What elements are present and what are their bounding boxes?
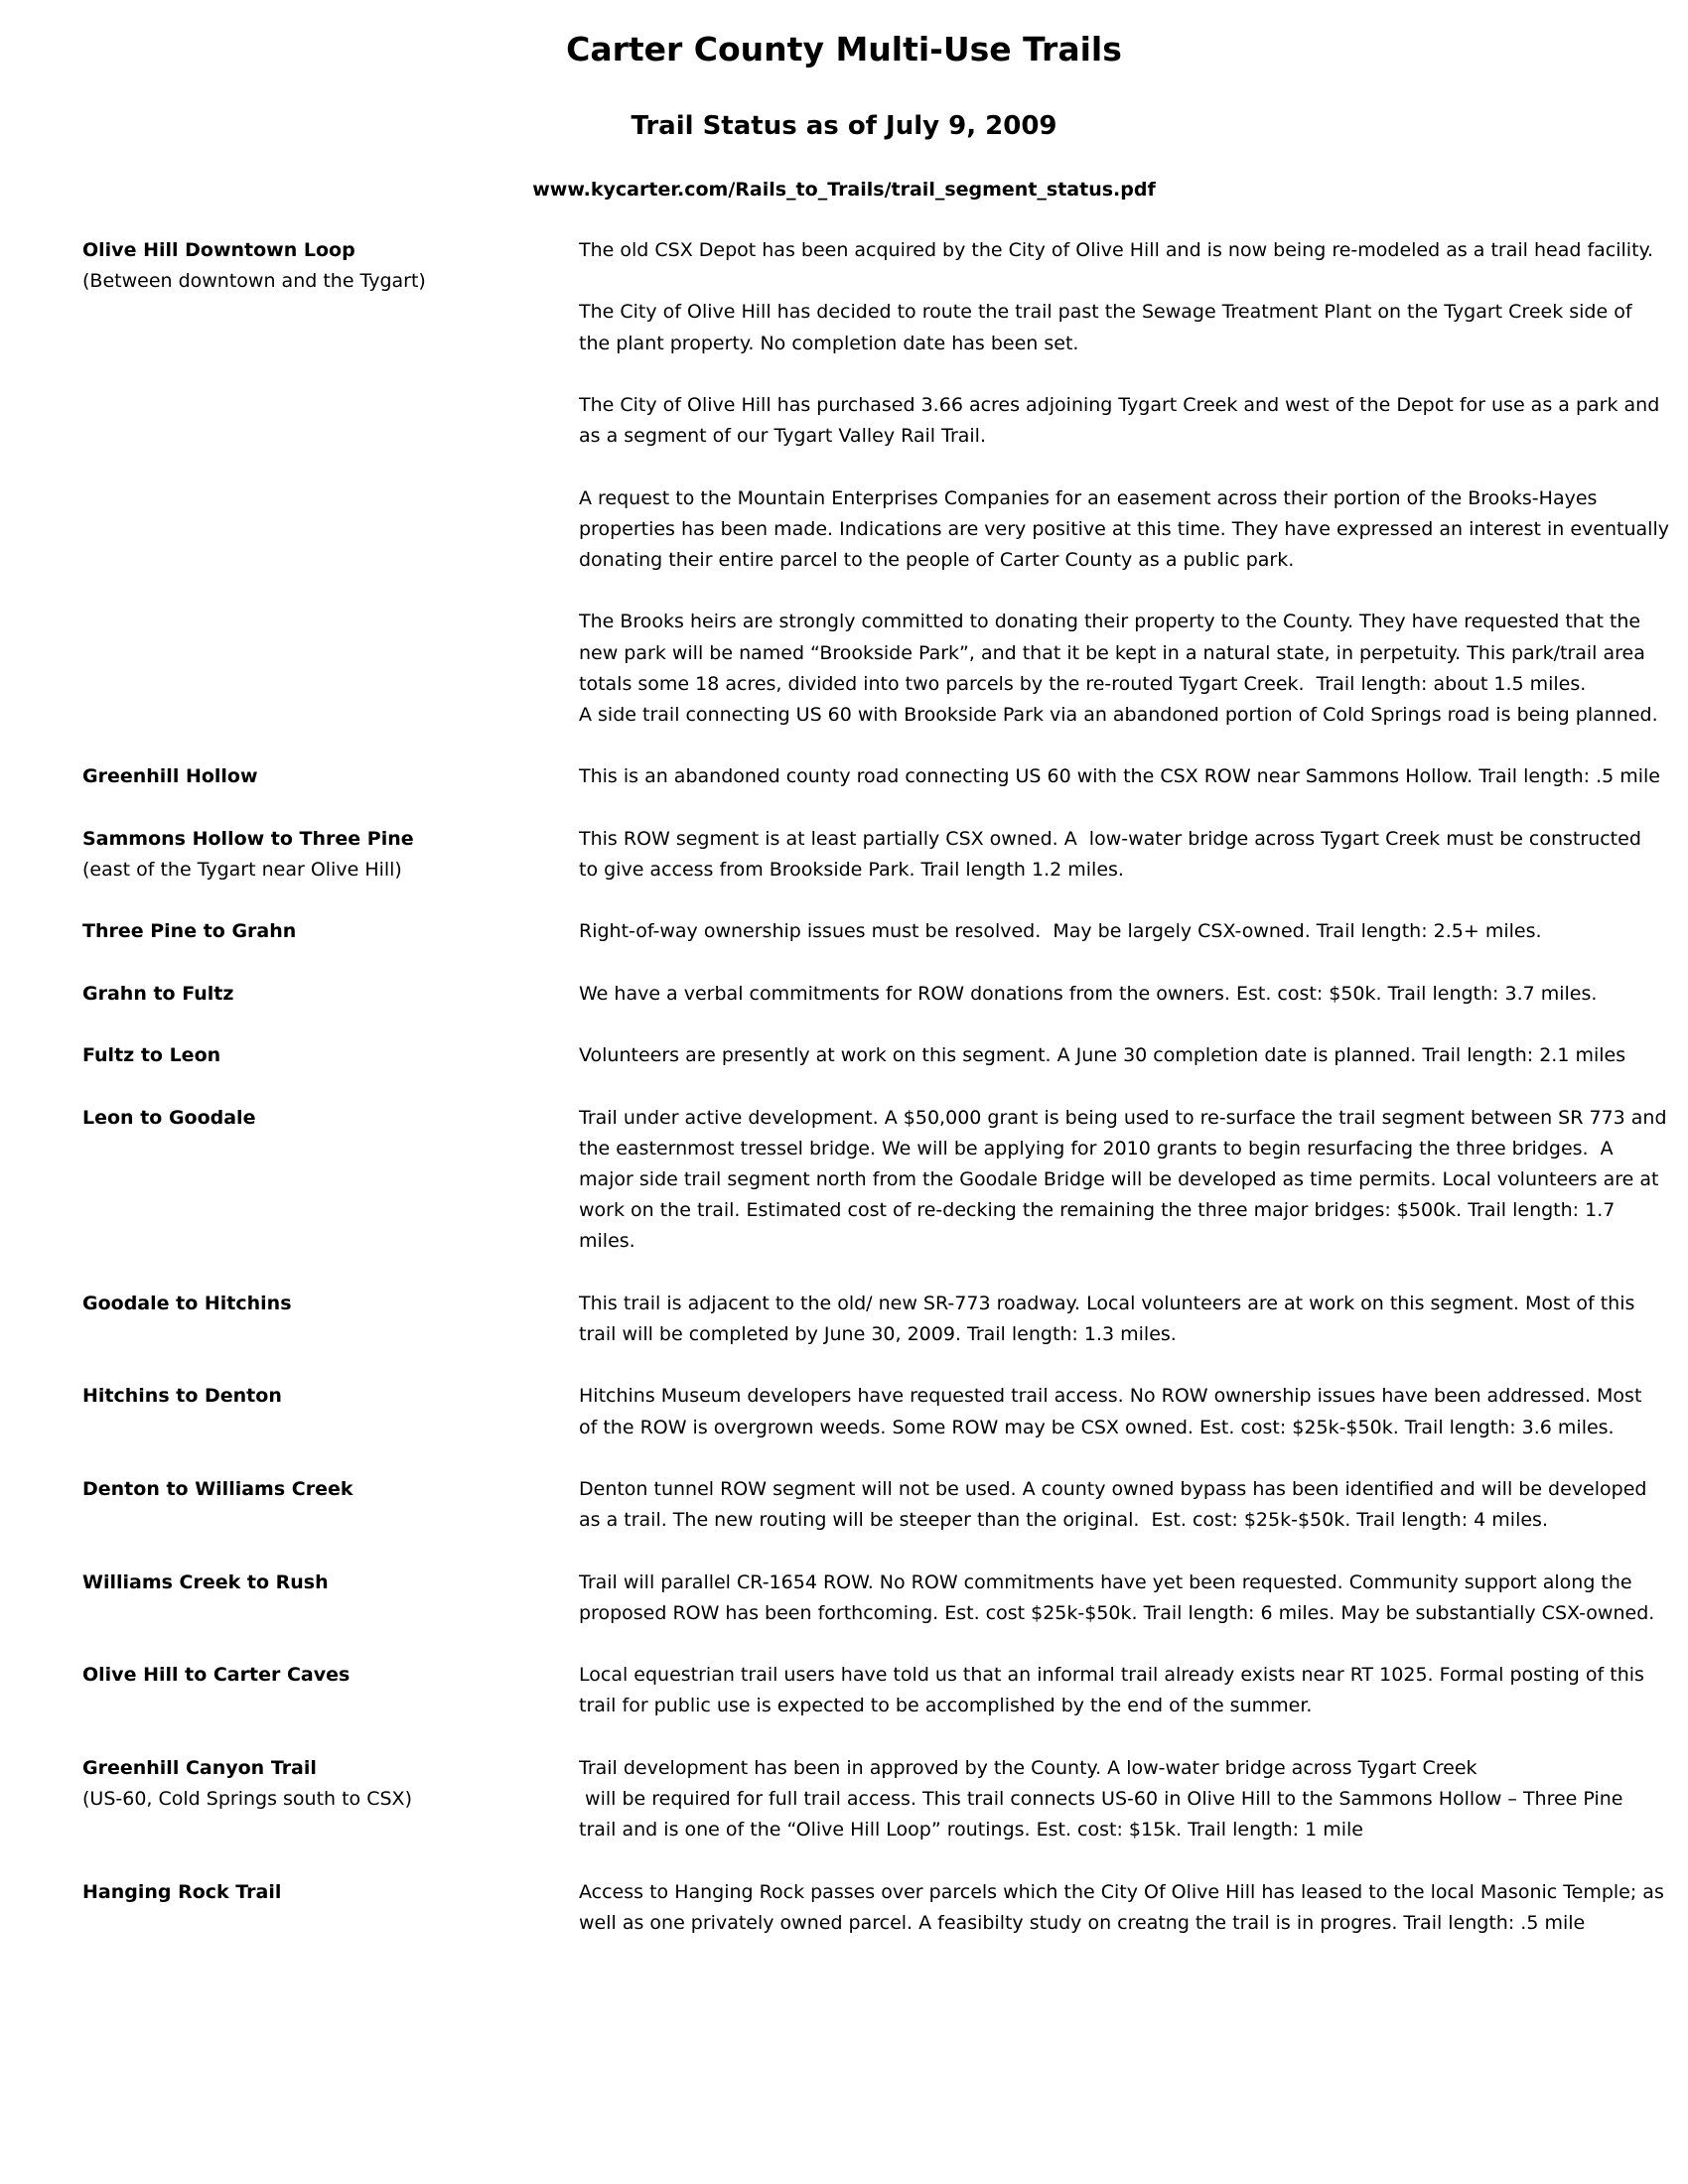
text-line: The Brooks heirs are strongly committed to donating their property to the County. They have requested that the	[579, 611, 1641, 633]
text-line: A side trail connecting US 60 with Brookside Park via an abandoned portion of Cold Springs road is being planned.	[579, 704, 1658, 726]
segment-heading	[82, 1381, 559, 1412]
text-line: Trail will parallel CR-1654 ROW. No ROW commitments have yet been requested. Community support along the	[579, 1570, 1632, 1593]
text-line: major side trail segment north from the Goodale Bridge will be developed as time permits. Local volunteers are at	[579, 1168, 1659, 1190]
source-url: www.kycarter.com/Rails_to_Trails/trail_segment_status.pdf	[532, 179, 1156, 201]
status-subtitle: Trail Status as of July 9, 2009	[631, 111, 1057, 141]
status-paragraph	[579, 607, 1658, 731]
segment-heading	[82, 761, 559, 792]
status-paragraph	[579, 235, 1654, 266]
text-line: Volunteers are presently at work on this segment. A June 30 completion date is planned. Trail length: 2.1 miles	[579, 1044, 1626, 1067]
segment-name: Goodale to Hitchins	[82, 1292, 292, 1314]
text-line: This ROW segment is at least partially CSX owned. A low-water bridge across Tygart Creek must be constructed	[579, 827, 1641, 850]
segment-heading	[82, 824, 559, 886]
status-paragraph	[579, 483, 1669, 577]
segment-heading	[82, 1289, 559, 1319]
segment-heading	[82, 1753, 559, 1815]
segment-heading	[82, 1660, 559, 1691]
segment-name: Denton to Williams Creek	[82, 1478, 353, 1500]
segment-heading	[82, 1877, 559, 1908]
segment-name: Greenhill Hollow	[82, 765, 258, 788]
text-line: proposed ROW has been forthcoming. Est. cost $25k-$50k. Trail length: 6 miles. May be substantially CSX-owned.	[579, 1601, 1655, 1624]
text-line: of the ROW is overgrown weeds. Some ROW may be CSX owned. Est. cost: $25k-$50k. Trail length: 3.6 miles.	[579, 1416, 1615, 1438]
segment-heading	[82, 1568, 559, 1598]
status-paragraph	[579, 1289, 1635, 1350]
text-line: miles.	[579, 1230, 635, 1253]
text-line: Denton tunnel ROW segment will not be used. A county owned bypass has been identified and will be developed	[579, 1478, 1647, 1500]
text-line: will be required for full trail access. This trail connects US-60 in Olive Hill to the Sammons Hollow – Three Pine	[579, 1788, 1623, 1810]
segment-name: Sammons Hollow to Three Pine	[82, 827, 414, 850]
text-line: totals some 18 acres, divided into two parcels by the re-routed Tygart Creek. Trail length: about 1.5 miles.	[579, 672, 1587, 695]
text-line: Trail development has been in approved by the County. A low-water bridge across Tygart Creek	[579, 1756, 1477, 1779]
segment-name: Olive Hill Downtown Loop	[82, 239, 355, 261]
text-line: well as one privately owned parcel. A feasibilty study on creatng the trail is in progres. Trail length: .5 mile	[579, 1911, 1586, 1934]
text-line: trail will be completed by June 30, 2009. Trail length: 1.3 miles.	[579, 1323, 1177, 1345]
text-line: This is an abandoned county road connecting US 60 with the CSX ROW near Sammons Hollow. Trail length: .5 mile	[579, 765, 1660, 788]
text-line: This trail is adjacent to the old/ new SR-773 roadway. Local volunteers are at work on this segment. Most of this	[579, 1292, 1635, 1314]
text-line: Access to Hanging Rock passes over parcels which the City Of Olive Hill has leased to the local Masonic Temple; as	[579, 1880, 1664, 1903]
segment-name: Hanging Rock Trail	[82, 1880, 282, 1903]
status-paragraph	[579, 1753, 1623, 1846]
segment-name: Olive Hill to Carter Caves	[82, 1664, 351, 1687]
text-line: the plant property. No completion date has been set.	[579, 332, 1079, 354]
status-paragraph	[579, 1474, 1647, 1536]
segment-name: Greenhill Canyon Trail	[82, 1756, 317, 1779]
segment-subtitle: (US-60, Cold Springs south to CSX)	[82, 1788, 412, 1810]
status-paragraph	[579, 1877, 1664, 1939]
status-paragraph	[579, 1103, 1667, 1258]
segment-heading	[82, 235, 559, 297]
segment-heading	[82, 1474, 559, 1505]
status-paragraph	[579, 979, 1612, 1010]
segment-heading	[82, 979, 559, 1010]
segment-heading	[82, 1040, 559, 1071]
segment-name: Williams Creek to Rush	[82, 1570, 329, 1593]
text-line: as a trail. The new routing will be steeper than the original. Est. cost: $25k-$50k. Trail length: 4 miles.	[579, 1509, 1548, 1532]
segment-name: Grahn to Fultz	[82, 982, 234, 1005]
segment-name: Hitchins to Denton	[82, 1385, 282, 1408]
segment-subtitle: (east of the Tygart near Olive Hill)	[82, 859, 402, 881]
text-line: Local equestrian trail users have told us that an informal trail already exists near RT 1025. Formal posting of this	[579, 1664, 1644, 1687]
status-paragraph	[579, 297, 1632, 358]
segment-name: Fultz to Leon	[82, 1044, 221, 1067]
text-line: The City of Olive Hill has decided to route the trail past the Sewage Treatment Plant on the Tygart Creek side of	[579, 301, 1632, 324]
text-line: Trail under active development. A $50,000 grant is being used to re-surface the trail segment between SR 773 and	[579, 1106, 1667, 1129]
text-line: to give access from Brookside Park. Trail length 1.2 miles.	[579, 859, 1124, 881]
status-paragraph	[579, 916, 1612, 947]
status-paragraph	[579, 1040, 1626, 1071]
segment-heading	[82, 916, 559, 947]
text-line: trail for public use is expected to be accomplished by the end of the summer.	[579, 1695, 1313, 1717]
status-paragraph	[579, 824, 1641, 886]
status-paragraph	[579, 390, 1660, 452]
text-line: new park will be named “Brookside Park”, and that it be kept in a natural state, in perpetuity. This park/trail area	[579, 641, 1645, 664]
status-paragraph	[579, 761, 1660, 792]
segment-heading	[82, 1103, 559, 1134]
text-line: as a segment of our Tygart Valley Rail Trail.	[579, 425, 986, 448]
text-line: properties has been made. Indications are very positive at this time. They have expressed an interest in eventually	[579, 517, 1669, 540]
text-line: We have a verbal commitments for ROW donations from the owners. Est. cost: $50k. Trail length: 3.7 miles.	[579, 982, 1598, 1005]
text-line: the easternmost tressel bridge. We will be applying for 2010 grants to begin resurfacing the three bridges. A	[579, 1137, 1614, 1160]
text-line: Hitchins Museum developers have requested trail access. No ROW ownership issues have been addressed. Most	[579, 1385, 1642, 1408]
segment-name: Leon to Goodale	[82, 1106, 256, 1129]
text-line: The old CSX Depot has been acquired by the City of Olive Hill and is now being re-modeled as a trail head facility.	[579, 239, 1654, 261]
text-line: trail and is one of the “Olive Hill Loop” routings. Est. cost: $15k. Trail length: 1 mile	[579, 1819, 1363, 1842]
status-paragraph	[579, 1381, 1642, 1442]
segment-subtitle: (Between downtown and the Tygart)	[82, 270, 426, 293]
text-line: donating their entire parcel to the people of Carter County as a public park.	[579, 549, 1295, 571]
status-paragraph	[579, 1568, 1655, 1629]
text-line: work on the trail. Estimated cost of re-decking the remaining the three major bridges: $500k. Trail length: 1.7	[579, 1199, 1616, 1222]
segment-name: Three Pine to Grahn	[82, 920, 297, 943]
text-line: A request to the Mountain Enterprises Companies for an easement across their portion of the Brooks-Hayes	[579, 486, 1598, 509]
text-line: The City of Olive Hill has purchased 3.66 acres adjoining Tygart Creek and west of the Depot for use as a park and	[579, 394, 1660, 416]
text-line: Right-of-way ownership issues must be resolved. May be largely CSX-owned. Trail length: 2.5+ miles.	[579, 920, 1542, 943]
status-paragraph	[579, 1660, 1644, 1721]
page-title: Carter County Multi-Use Trails	[566, 30, 1122, 68]
